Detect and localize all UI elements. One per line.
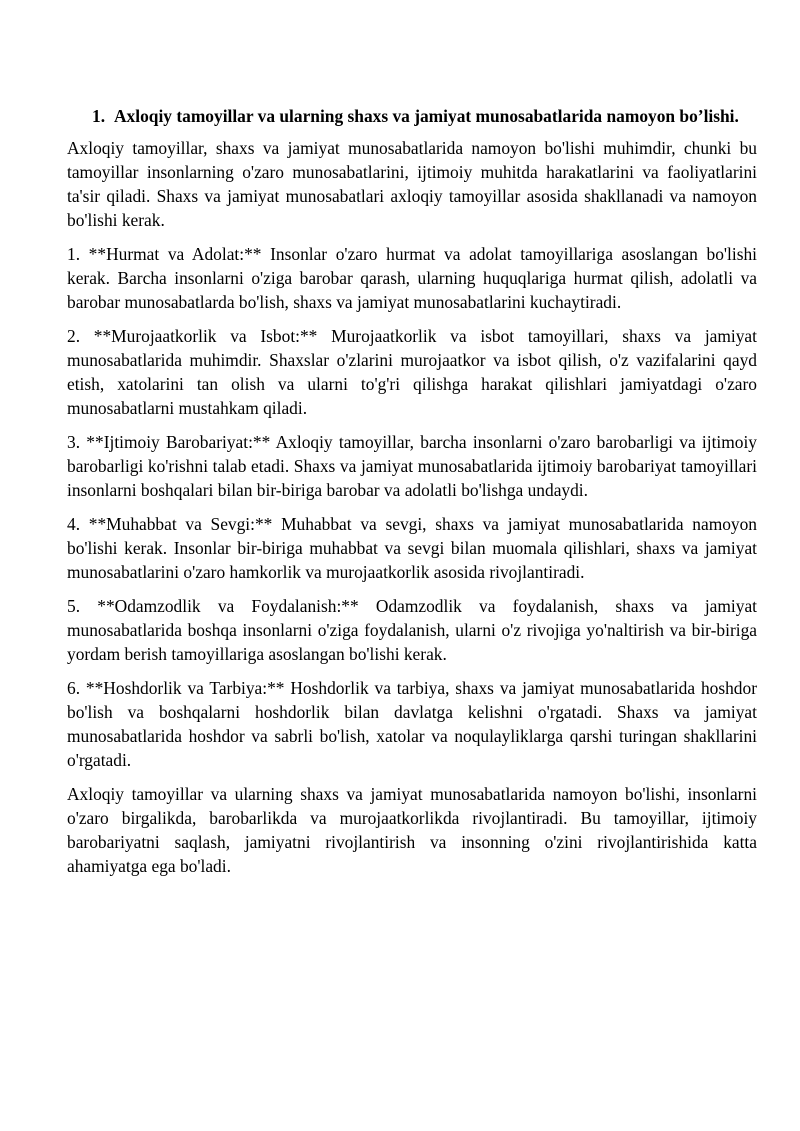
conclusion-paragraph: Axloqiy tamoyillar va ularning shaxs va jamiyat munosabatlarida namoyon bo'lishi, insonlarni o'zaro birgalikda, barobarlikda va murojaatkorlikda rivojlantiradi. Bu tamoyillar, ijtimoiy barobariyatni saqlash, jamiyatni rivojlantirish va insonning o'zini rivojlantirishida katta ahamiyatga ega bo'ladi. xyxy=(67,784,757,876)
section-heading xyxy=(67,104,757,128)
paragraph-muhabbat-va-sevgi: 4. **Muhabbat va Sevgi:** Muhabbat va sevgi, shaxs va jamiyat munosabatlarida namoyon bo'lishi kerak. Insonlar bir-biriga muhabbat va sevgi bilan muomala qilishlari, shaxs va jamiyat munosabatlarini o'zaro hamkorlik va murojaatkorlik asosida rivojlantiradi. xyxy=(67,514,757,582)
document-page xyxy=(67,104,757,888)
paragraph-odamzodlik-va-foydalanish: 5. **Odamzodlik va Foydalanish:** Odamzodlik va foydalanish, shaxs va jamiyat munosabatlarida boshqa insonlarni o'ziga foydalanish, ularni o'z rivojiga yo'naltirish va bir-biriga yordam berish tamoyillariga asoslangan bo'lishi kerak. xyxy=(67,596,757,664)
paragraph-hoshdorlik-va-tarbiya: 6. **Hoshdorlik va Tarbiya:** Hoshdorlik va tarbiya, shaxs va jamiyat munosabatlarida hoshdor bo'lish va boshqalarni hoshdorlik bilan davlatga kelishni o'rgatadi. Shaxs va jamiyat munosabatlarida hoshdor va sabrli bo'lish, xatolar va noqulayliklarga qarshi turingan shakllarini o'rgatadi. xyxy=(67,678,757,770)
paragraph-murojaatkorlik-va-isbot: 2. **Murojaatkorlik va Isbot:** Murojaatkorlik va isbot tamoyillari, shaxs va jamiyat munosabatlarida muhimdir. Shaxslar o'zlarini murojaatkor va isbot qilish, o'z vazifalarini qayd etish, xatolarini tan olish va ularni to'g'ri qilishga harakat qilishlari jamiyatdagi o'zaro munosabatlarni mustahkam qiladi. xyxy=(67,326,757,418)
paragraph-ijtimoiy-barobariyat: 3. **Ijtimoiy Barobariyat:** Axloqiy tamoyillar, barcha insonlarni o'zaro barobarligi va ijtimoiy barobarligi ko'rishni talab etadi. Shaxs va jamiyat munosabatlarida ijtimoiy barobariyat tamoyillari insonlarni boshqalari bilan bir-biriga barobar va adolatli bo'lishga undaydi. xyxy=(67,432,757,500)
heading-text: Axloqiy tamoyillar va ularning shaxs va jamiyat munosabatlarida namoyon bo’lishi. xyxy=(114,106,739,126)
paragraph-hurmat-va-adolat: 1. **Hurmat va Adolat:** Insonlar o'zaro hurmat va adolat tamoyillariga asoslangan bo'lishi kerak. Barcha insonlarni o'ziga barobar qarash, ularning huquqlariga hurmat qilish, adolatli va barobar munosabatlarda bo'lish, shaxs va jamiyat munosabatlarini kuchaytiradi. xyxy=(67,244,757,312)
intro-paragraph: Axloqiy tamoyillar, shaxs va jamiyat munosabatlarida namoyon bo'lishi muhimdir, chunki bu tamoyillar insonlarning o'zaro munosabatlarini, ijtimoiy muhitda harakatlarini va faoliyatlarini ta'sir qiladi. Shaxs va jamiyat munosabatlari axloqiy tamoyillar asosida shakllanadi va namoyon bo'lishi kerak. xyxy=(67,138,757,230)
heading-number: 1. xyxy=(92,106,106,126)
